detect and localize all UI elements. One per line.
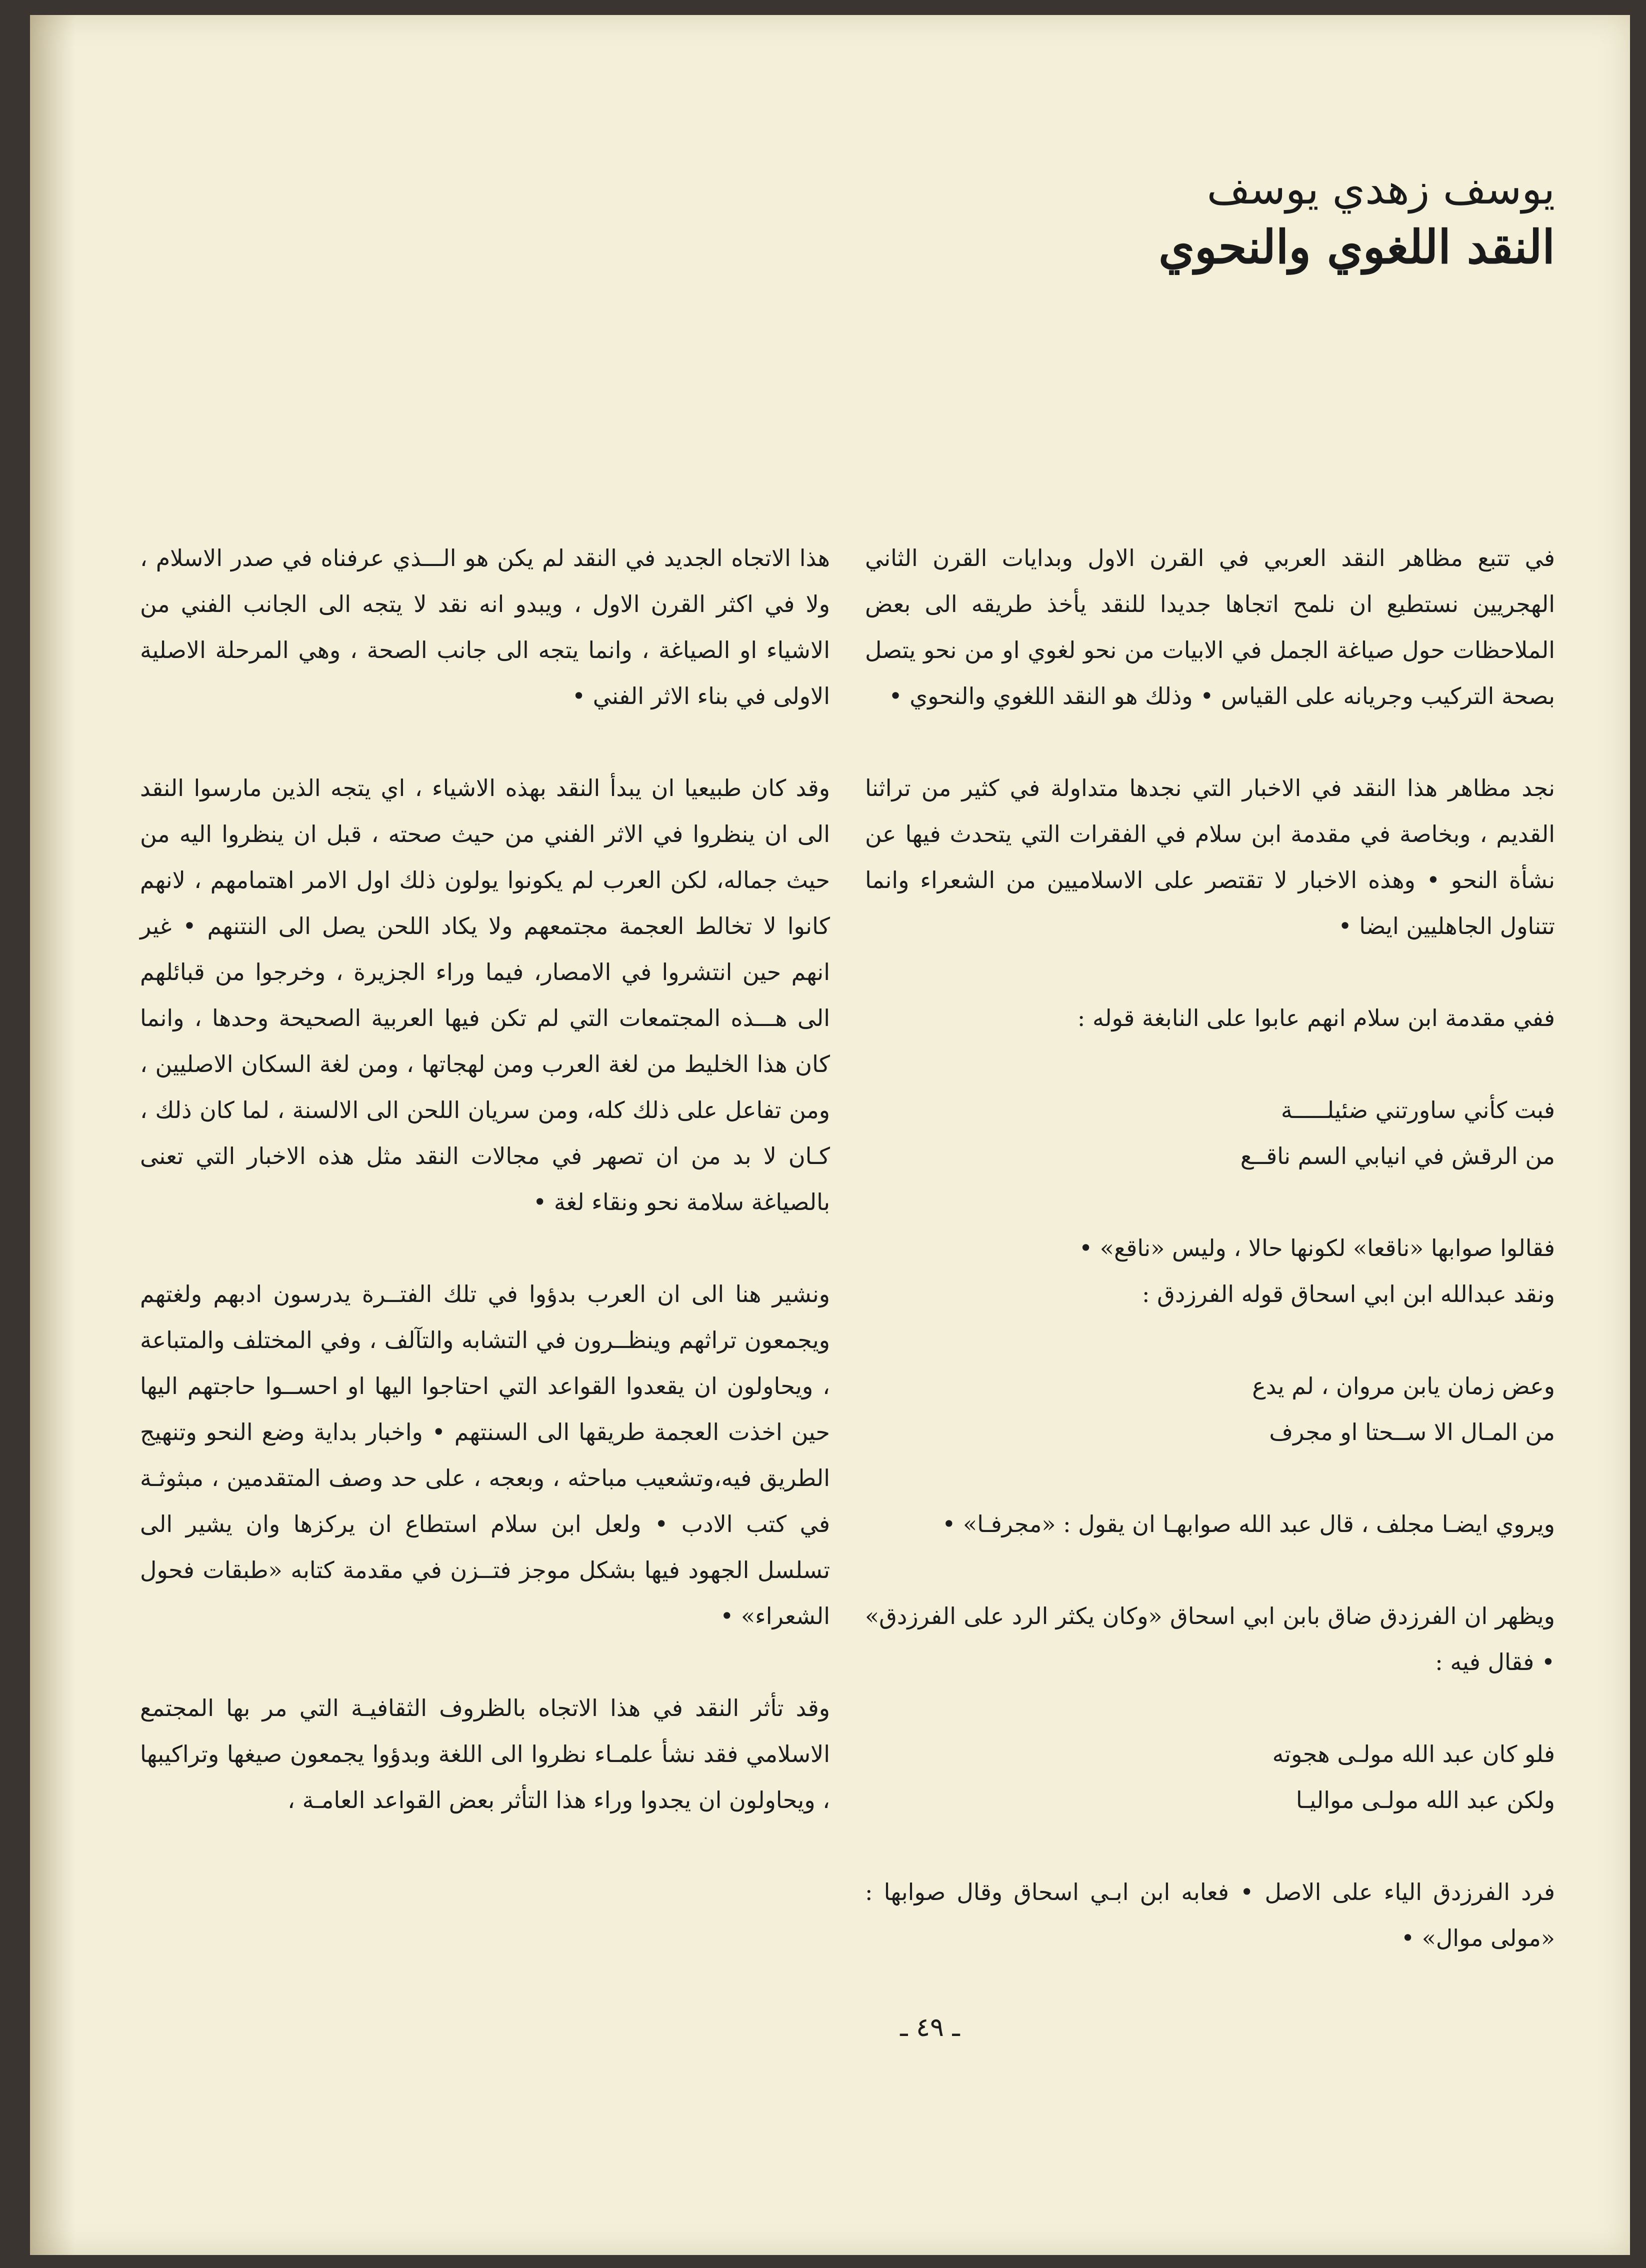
paragraph: ففي مقدمة ابن سلام انهم عابوا على النابغة قوله : <box>1077 1004 1555 1032</box>
paragraph: ونشير هنا الى ان العرب بدؤوا في تلك الفتــرة يدرسون ادبهم ولغتهم ويجمعون تراثهم وينظــرون في التشابه والتآلف ، وفي المختلف والمتباعة ، ويحاولون ان يقعدوا القواعد التي احتاجوا اليها او احســوا حاجتهم اليها حين اخذت العجمة طريقها الى السنتهم • واخبار بداية وضع النحو وتنهيج الطريق فيه،وتشعيب مباحثه ، وبعجه ، على حد وصف المتقدمين ، مبثوثـة في كتب الادب • ولعل ابن سلام استطاع ان يركزها وان يشير الى تسلسل الجهود فيها بشكل موجز فتــزن في مقدمة كتابه «طبقات فحول الشعراء» • <box>140 1280 830 1630</box>
paragraph: في تتبع مظاهر النقد العربي في القرن الاول وبدايات القرن الثاني الهجريين نستطيع ان نلمح اتجاها جديدا للنقد يأخذ طريقه الى بعض الملاحظات حول صياغة الجمل في الابيات من نحو لغوي او من نحو يتصل بصحة التركيب وجريانه على القياس • وذلك هو النقد اللغوي والنحوي • <box>865 544 1555 710</box>
article-author: يوسف زهدي يوسف <box>1206 164 1555 214</box>
paragraph: وقد كان طبيعيا ان يبدأ النقد بهذه الاشياء ، اي يتجه الذين مارسوا النقد الى ان ينظروا في الاثر الفني من حيث صحته ، قبل ان ينظروا اليه من حيث جماله، لكن العرب لم يكونوا يولون ذلك اول الامر اهتمامهم ، لانهم كانوا لا تخالط العجمة مجتمعهم ولا يكاد اللحن يصل الى النتنهم • غير انهم حين انتشروا في الامصار، فيما وراء الجزيرة ، وخرجوا من قبائلهم الى هـــذه المجتمعات التي لم تكن فيها العربية الصحيحة وحدها ، وانما كان هذا الخليط من لغة العرب ومن لهجاتها ، ومن لغة السكان الاصليين ، ومن تفاعل على ذلك كله، ومن سريان اللحن الى الالسنة ، لما كان ذلك ، كـان لا بد من ان تصهر في مجالات النقد مثل هذه الاخبار التي تعنى بالصياغة سلامة نحو ونقاء لغة • <box>140 774 830 1216</box>
verse-line: من الرقش في انيابي السم ناقــع <box>1240 1142 1555 1170</box>
article-header <box>855 165 1555 276</box>
paragraph: نجد مظاهر هذا النقد في الاخبار التي نجدها متداولة في كثير من تراثنا القديم ، وبخاصة في مقدمة ابن سلام في الفقرات التي يتحدث فيها عن نشأة النحو • وهذه الاخبار لا تقتصر على الاسلاميين من الشعراء وانما تتناول الجاهليين ايضا • <box>865 774 1555 940</box>
verse-line: وعض زمان يابن مروان ، لم يدع <box>1252 1372 1555 1400</box>
page-spine-shadow <box>30 15 75 2255</box>
verse-line: فلو كان عبد الله مولـى هجوته <box>1272 1740 1555 1768</box>
paragraph <box>865 1225 1555 1317</box>
verse-line: من المـال الا ســحتا او مجرف <box>1269 1418 1555 1446</box>
page-number: ـ ٤٩ ـ <box>900 2012 960 2042</box>
paragraph: هذا الاتجاه الجديد في النقد لم يكن هو الـــذي عرفناه في صدر الاسلام ، ولا في اكثر القرن الاول ، ويبدو انه نقد لا يتجه الى الجانب الفني من الاشياء او الصياغة ، وانما يتجه الى جانب الصحة ، وهي المرحلة الاصلية الاولى في بناء الاثر الفني • <box>140 544 830 710</box>
text-line: فقالوا صوابها «ناقعا» لكونها حالا ، وليس «ناقع» • <box>1079 1234 1555 1262</box>
text-line: ونقد عبدالله ابن ابي اسحاق قوله الفرزدق : <box>1142 1280 1555 1308</box>
verse-line: ولكن عبد الله مولـى مواليـا <box>1296 1786 1555 1814</box>
scanned-page <box>30 15 1630 2255</box>
right-column <box>865 535 1555 2007</box>
verse <box>865 1363 1555 1455</box>
verse <box>865 1087 1555 1179</box>
verse-line: فبت كأني ساورتني ضئيلـــــة <box>1280 1096 1555 1124</box>
paragraph: ويروي ايضـا مجلف ، قال عبد الله صوابهـا ان يقول : «مجرفـا» • <box>942 1510 1555 1538</box>
paragraph: فرد الفرزدق الياء على الاصل • فعابه ابن ابـي اسحاق وقال صوابها : «مولى موال» • <box>865 1878 1555 1952</box>
paragraph: ويظهر ان الفرزدق ضاق بابن ابي اسحاق «وكان يكثر الرد على الفرزدق» • فقال فيه : <box>865 1602 1555 1676</box>
article-title: النقد اللغوي والنحوي <box>1158 220 1555 274</box>
left-column <box>140 535 830 1869</box>
verse <box>865 1731 1555 1823</box>
paragraph: وقد تأثر النقد في هذا الاتجاه بالظروف الثقافيـة التي مر بها المجتمع الاسلامي فقد نشأ علمـاء نظروا الى اللغة وبدؤوا يجمعون صيغها وتراكيبها ، ويحاولون ان يجدوا وراء هذا التأثر بعض القواعد العامـة ، <box>140 1694 830 1814</box>
